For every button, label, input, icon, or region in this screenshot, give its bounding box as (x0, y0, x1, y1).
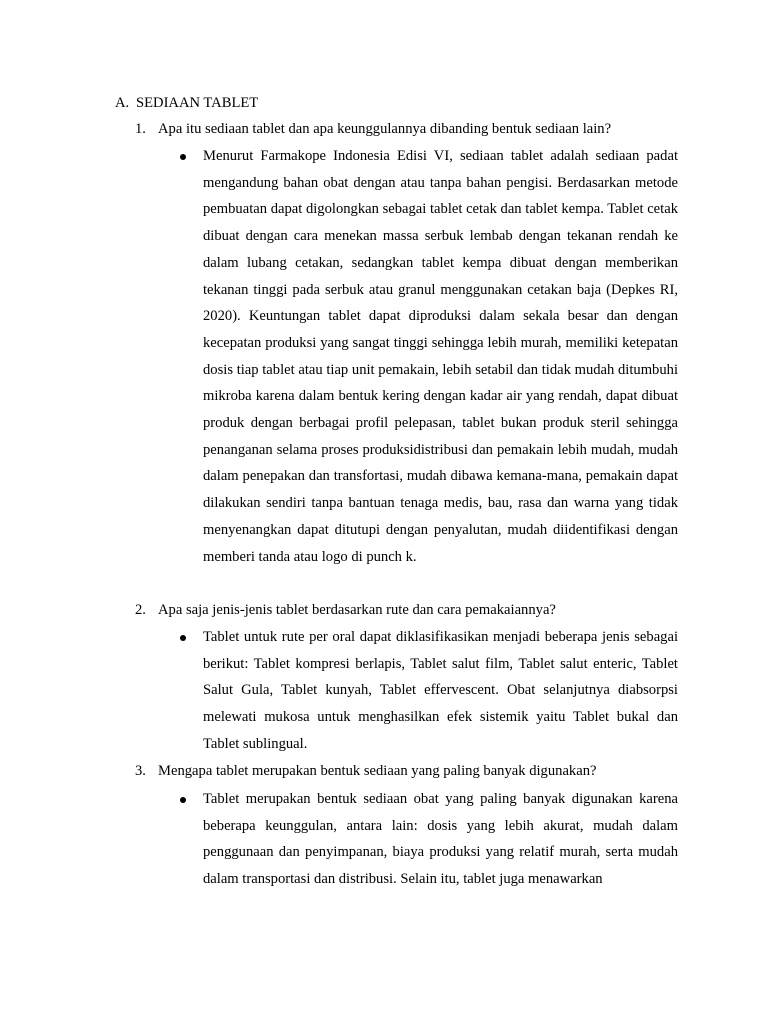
section-heading (115, 92, 258, 114)
answer-3 (178, 786, 678, 893)
question-1 (135, 118, 611, 140)
question-text: Mengapa tablet merupakan bentuk sediaan yang paling banyak digunakan? (158, 763, 597, 779)
answer-text: Tablet untuk rute per oral dapat diklasifikasikan menjadi beberapa jenis sebagai berikut: Tablet kompresi berlapis, Tablet salut film, Tablet salut enteric, Tablet Salut Gula, Tablet kunyah, Tablet effervescent. Obat selanjutnya diabsorpsi melewati mukosa untuk menghasilkan efek sistemik yaitu Tablet bukal dan Tablet sublingual. (203, 629, 678, 752)
bullet-icon (178, 786, 192, 813)
answer-text: Menurut Farmakope Indonesia Edisi VI, sediaan tablet adalah sediaan padat mengandung bahan obat dengan atau tanpa bahan pengisi. Berdasarkan metode pembuatan dapat digolongkan sebagai tablet cetak dan tablet kempa. Tablet cetak dibuat dengan cara menekan massa serbuk lembab dengan tekanan rendah ke dalam lubang cetakan, sedangkan tablet kempa dibuat dengan memberikan tekanan tinggi pada serbuk atau granul menggunakan cetakan baja (Depkes RI, 2020). Keuntungan tablet dapat diproduksi dalam sekala besar dan dengan kecepatan produksi yang sangat tinggi sehingga lebih murah, memiliki ketepatan dosis tiap tablet atau tiap unit pemakain, lebih setabil dan tidak mudah ditumbuhi mikroba karena dalam bentuk kering dengan kadar air yang rendah, dapat dibuat produk dengan berbagai profil pelepasan, tablet bukan produk steril sehingga penanganan selama proses produksidistribusi dan pemakain lebih mudah, mudah dalam penepakan dan transfortasi, mudah dibawa kemana-mana, pemakain dapat dilakukan sendiri tanpa bantuan tenaga medis, bau, rasa dan warna yang tidak menyenangkan dapat ditutupi dengan penyalutan, mudah diidentifikasi dengan memberi tanda atau logo di punch k. (203, 148, 678, 565)
bullet-icon (178, 143, 192, 170)
question-text: Apa itu sediaan tablet dan apa keunggulannya dibanding bentuk sediaan lain? (158, 121, 612, 137)
question-text: Apa saja jenis-jenis tablet berdasarkan rute dan cara pemakaiannya? (158, 602, 556, 618)
answer-2 (178, 624, 678, 758)
question-number: 1. (135, 121, 146, 137)
question-3 (135, 760, 596, 782)
answer-1 (178, 143, 678, 570)
question-number: 2. (135, 602, 146, 618)
answer-text: Tablet merupakan bentuk sediaan obat yang paling banyak digunakan karena beberapa keunggulan, antara lain: dosis yang lebih akurat, mudah dalam penggunaan dan penyimpanan, biaya produksi yang relatif murah, serta mudah dalam transportasi dan distribusi. Selain itu, tablet juga menawarkan (203, 791, 678, 888)
question-number: 3. (135, 763, 146, 779)
question-2 (135, 599, 556, 621)
section-title: SEDIAAN TABLET (136, 95, 259, 111)
bullet-icon (178, 624, 192, 651)
section-letter: A. (115, 95, 130, 111)
